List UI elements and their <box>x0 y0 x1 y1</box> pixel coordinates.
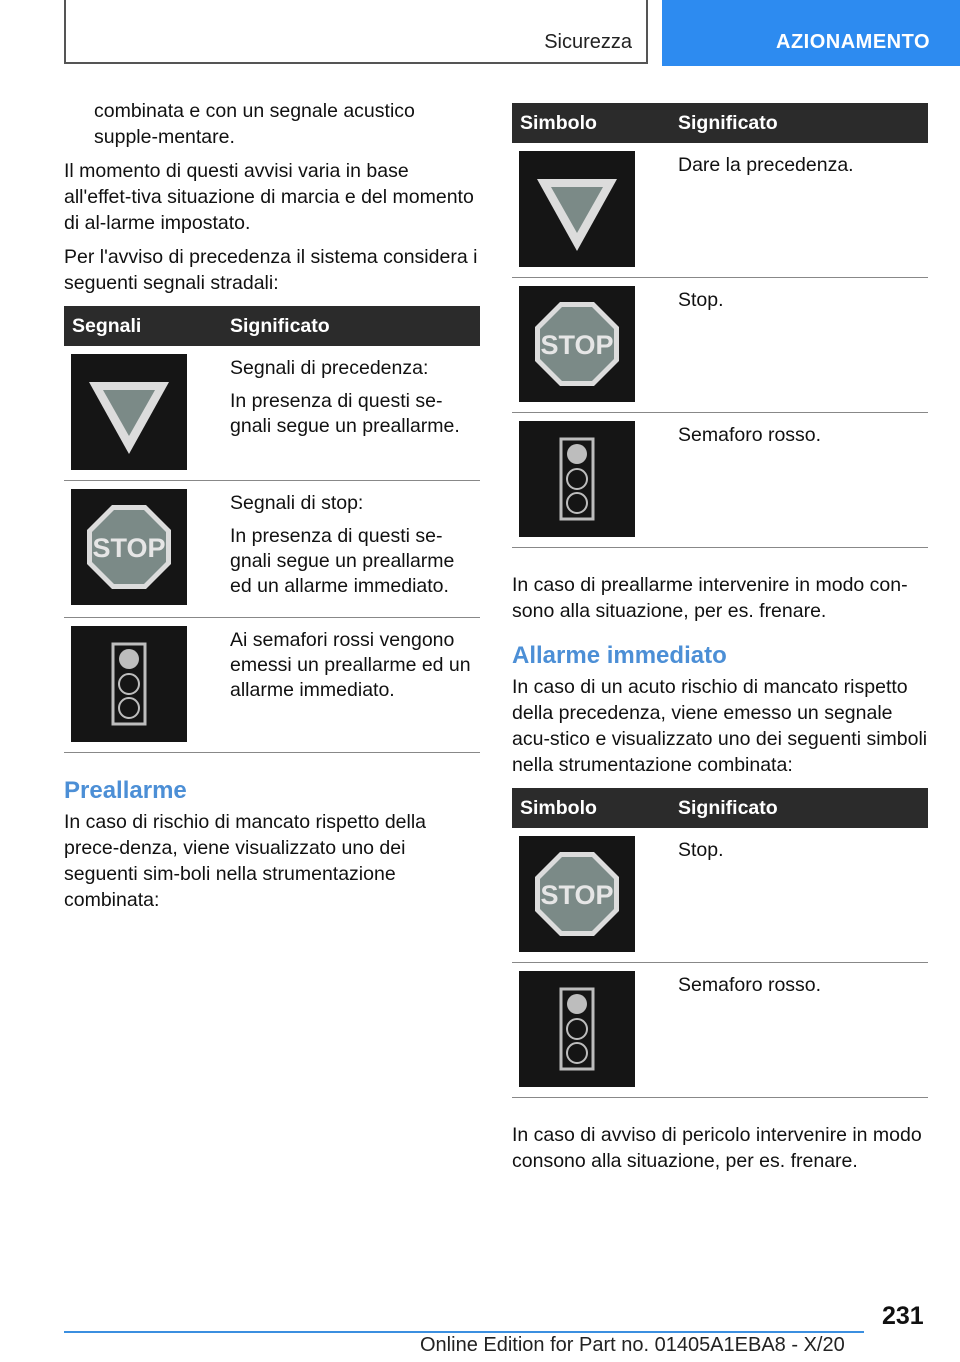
table-cell-text: Segnali di stop: <box>230 492 364 514</box>
signs-table-col1: Segnali <box>72 314 142 337</box>
symbols-table-2-col1: Simbolo <box>520 796 597 819</box>
stop-sign-label: STOP <box>540 880 614 910</box>
right-paragraph-2: In caso di un acuto rischio di mancato rispetto della precedenza, viene emesso un segnale acu-stico e visualizzato uno dei seguenti simboli nella strumentazione combinata: <box>512 676 928 776</box>
symbols-table-1-col2: Significato <box>678 111 778 134</box>
table-row <box>512 963 928 1098</box>
symbols-table-2-col2: Significato <box>678 796 778 819</box>
stop-sign-icon <box>519 286 635 402</box>
traffic-light-icon <box>71 626 187 742</box>
header-section-box <box>64 0 648 64</box>
heading-preallarme: Preallarme <box>64 777 187 804</box>
symbols-table-1 <box>512 103 928 548</box>
traffic-light-icon <box>519 421 635 537</box>
footer-edition[interactable]: Online Edition for Part no. 01405A1EBA8 - X/20 <box>420 1334 845 1356</box>
table-row <box>512 413 928 548</box>
table-cell-text: Semaforo rosso. <box>678 974 822 996</box>
signs-table-header <box>64 306 480 346</box>
left-paragraph-1: combinata e con un segnale acustico supple-mentare. <box>94 100 415 148</box>
yield-sign-icon <box>519 151 635 267</box>
table-row <box>512 143 928 278</box>
table-row <box>64 618 480 753</box>
left-paragraph-2: Il momento di questi avvisi varia in base all'effet-tiva situazione di marcia e del momento di al-larme impostato. <box>64 160 474 234</box>
header-section-title: Sicurezza <box>544 31 632 53</box>
right-paragraph-3: In caso di avviso di pericolo intervenire in modo consono alla situazione, per es. frenare. <box>512 1124 922 1172</box>
table-row <box>64 481 480 618</box>
table-row <box>64 346 480 481</box>
left-paragraph-3: Per l'avviso di precedenza il sistema considera i seguenti segnali stradali: <box>64 246 478 294</box>
left-column <box>64 98 480 921</box>
right-column <box>512 103 928 1182</box>
right-paragraph-1: In caso di preallarme intervenire in modo con-sono alla situazione, per es. frenare. <box>512 574 908 622</box>
header-chapter-title: AZIONAMENTO <box>776 31 931 53</box>
page-number: 231 <box>882 1302 924 1330</box>
symbols-table-1-header <box>512 103 928 143</box>
traffic-light-icon <box>519 971 635 1087</box>
footer-divider <box>64 1331 864 1333</box>
symbols-table-2 <box>512 788 928 1098</box>
table-cell-text: Segnali di precedenza: <box>230 357 429 379</box>
table-cell-text: In presenza di questi se-gnali segue un preallarme. <box>230 390 460 437</box>
left-paragraph-4: In caso di rischio di mancato rispetto della prece-denza, viene visualizzato uno dei seguenti sim-boli nella strumentazione combinata: <box>64 811 427 911</box>
table-cell-text: Ai semafori rossi vengono emessi un preallarme ed un allarme immediato. <box>230 629 471 701</box>
symbols-table-1-col1: Simbolo <box>520 111 597 134</box>
table-row <box>512 828 928 963</box>
table-cell-text: Semaforo rosso. <box>678 424 822 446</box>
yield-sign-icon <box>71 354 187 470</box>
heading-allarme-immediato: Allarme immediato <box>512 642 727 669</box>
table-row <box>512 278 928 413</box>
stop-sign-icon <box>519 836 635 952</box>
stop-sign-label: STOP <box>540 330 614 360</box>
table-cell-text: Dare la precedenza. <box>678 154 854 176</box>
signs-table <box>64 306 480 753</box>
stop-sign-label: STOP <box>92 533 166 563</box>
table-cell-text: Stop. <box>678 289 724 311</box>
stop-sign-icon <box>71 489 187 605</box>
table-cell-text: In presenza di questi se-gnali segue un preallarme ed un allarme immediato. <box>230 525 455 597</box>
header-chapter-tab[interactable] <box>662 0 960 66</box>
symbols-table-2-header <box>512 788 928 828</box>
table-cell-text: Stop. <box>678 839 724 861</box>
signs-table-col2: Significato <box>230 314 330 337</box>
